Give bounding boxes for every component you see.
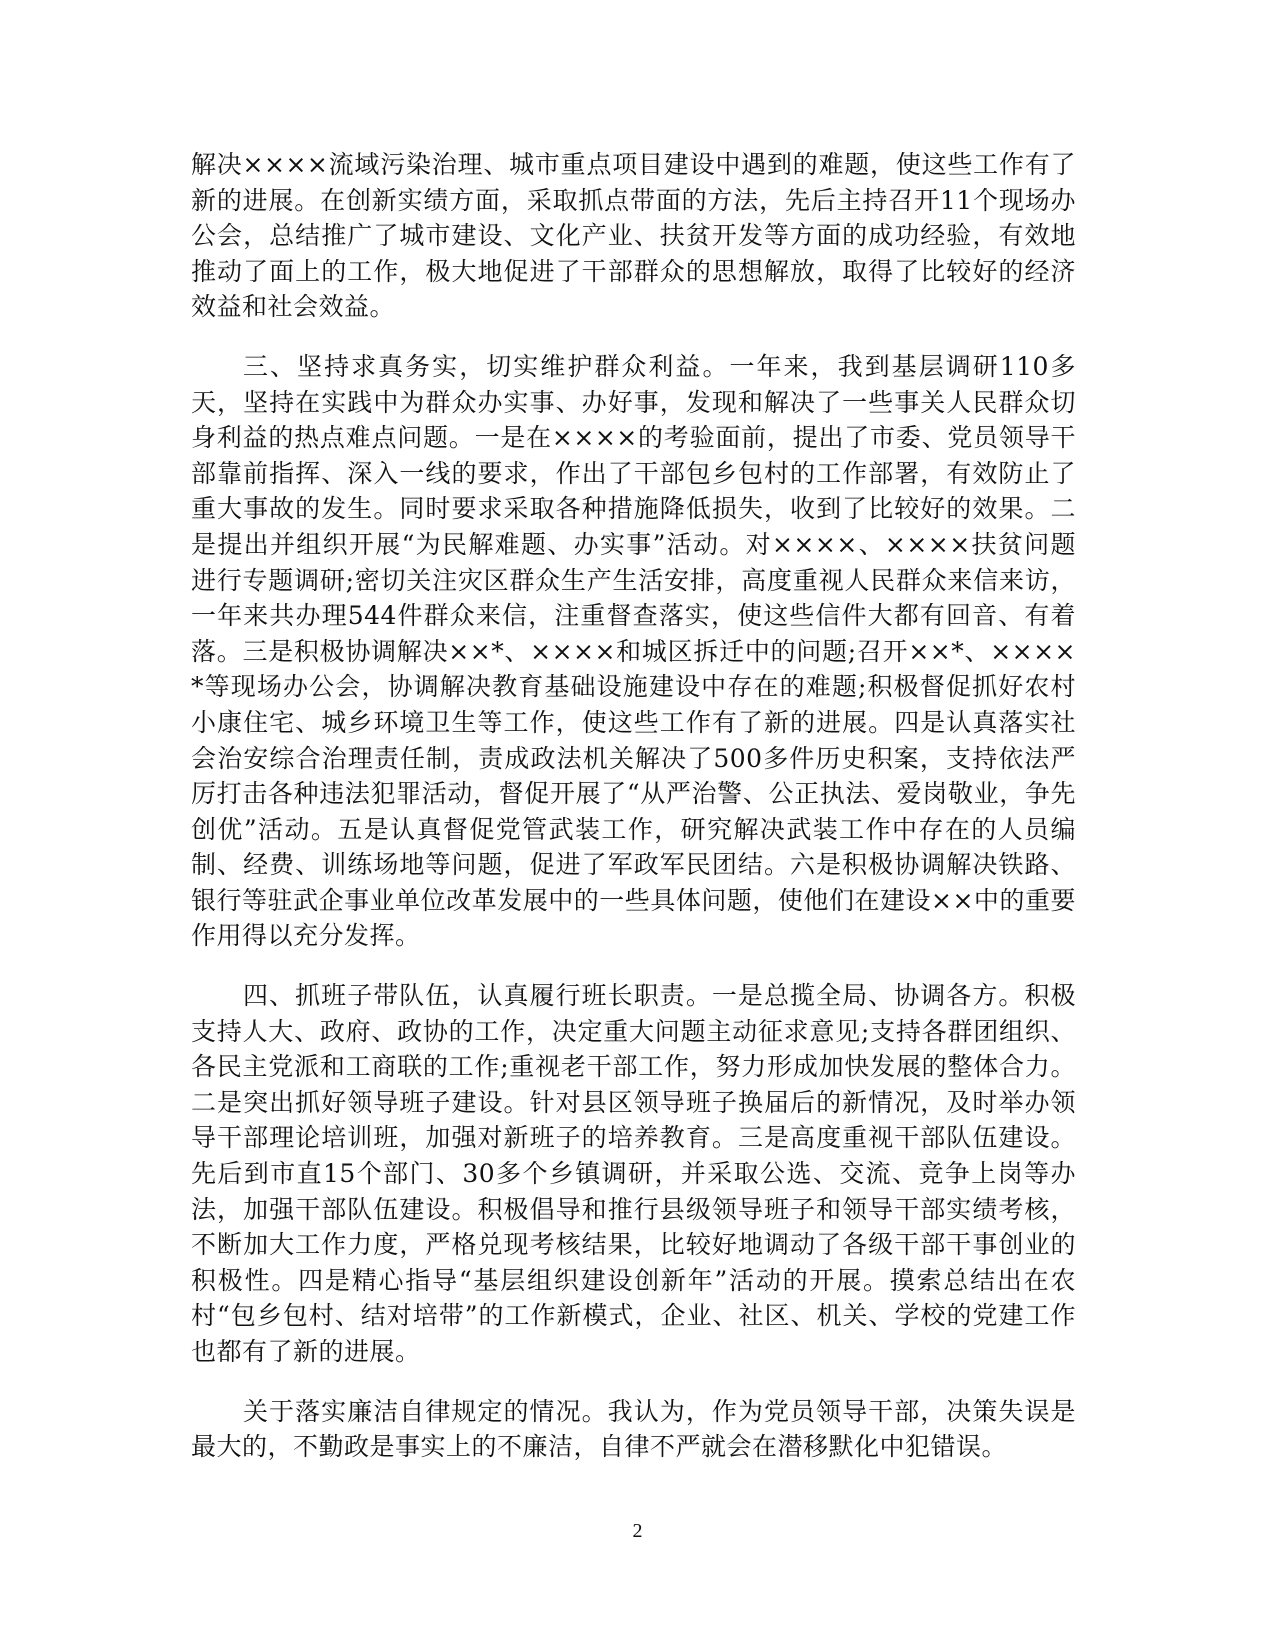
paragraph-continuation: 解决××××流域污染治理、城市重点项目建设中遇到的难题，使这些工作有了新的进展。在创新实绩方面，采取抓点带面的方法，先后主持召开11个现场办公会，总结推广了城市建设、文化产业、扶贫开发等方面的成功经验，有效地推动了面上的工作，极大地促进了干部群众的思想解放，取得了比较好的经济效益和社会效益。 [191, 150, 1076, 322]
document-body [191, 147, 1076, 1465]
paragraph-section-three: 三、坚持求真务实，切实维护群众利益。一年来，我到基层调研110多天，坚持在实践中为群众办实事、办好事，发现和解决了一些事关人民群众切身利益的热点难点问题。一是在××××的考验面前，提出了市委、党员领导干部靠前指挥、深入一线的要求，作出了干部包乡包村的工作部署，有效防止了重大事故的发生。同时要求采取各种措施降低损失，收到了比较好的效果。二是提出并组织开展“为民解难题、办实事”活动。对××××、××××扶贫问题进行专题调研;密切关注灾区群众生产生活安排，高度重视人民群众来信来访，一年来共办理544件群众来信，注重督查落实，使这些信件大都有回音、有着落。三是积极协调解决××*、××××和城区拆迁中的问题;召开××*、××××*等现场办公会，协调解决教育基础设施建设中存在的难题;积极督促抓好农村小康住宅、城乡环境卫生等工作，使这些工作有了新的进展。四是认真落实社会治安综合治理责任制，责成政法机关解决了500多件历史积案，支持依法严厉打击各种违法犯罪活动，督促开展了“从严治警、公正执法、爱岗敬业，争先创优”活动。五是认真督促党管武装工作，研究解决武装工作中存在的人员编制、经费、训练场地等问题，促进了军政军民团结。六是积极协调解决铁路、银行等驻武企事业单位改革发展中的一些具体问题，使他们在建设××中的重要作用得以充分发挥。 [191, 351, 1076, 951]
paragraph-section-four: 四、抓班子带队伍，认真履行班长职责。一是总揽全局、协调各方。积极支持人大、政府、政协的工作，决定重大问题主动征求意见;支持各群团组织、各民主党派和工商联的工作;重视老干部工作，努力形成加快发展的整体合力。二是突出抓好领导班子建设。针对县区领导班子换届后的新情况，及时举办领导干部理论培训班，加强对新班子的培养教育。三是高度重视干部队伍建设。先后到市直15个部门、30多个乡镇调研，并采取公选、交流、竞争上岗等办法，加强干部队伍建设。积极倡导和推行县级领导班子和领导干部实绩考核，不断加大工作力度，严格兑现考核结果，比较好地调动了各级干部干事创业的积极性。四是精心指导“基层组织建设创新年”活动的开展。摸索总结出在农村“包乡包村、结对培带”的工作新模式，企业、社区、机关、学校的党建工作也都有了新的进展。 [191, 981, 1076, 1366]
page-number: 2 [632, 1520, 643, 1542]
paragraph-integrity: 关于落实廉洁自律规定的情况。我认为，作为党员领导干部，决策失误是最大的，不勤政是事实上的不廉洁，自律不严就会在潜移默化中犯错误。 [191, 1396, 1076, 1462]
